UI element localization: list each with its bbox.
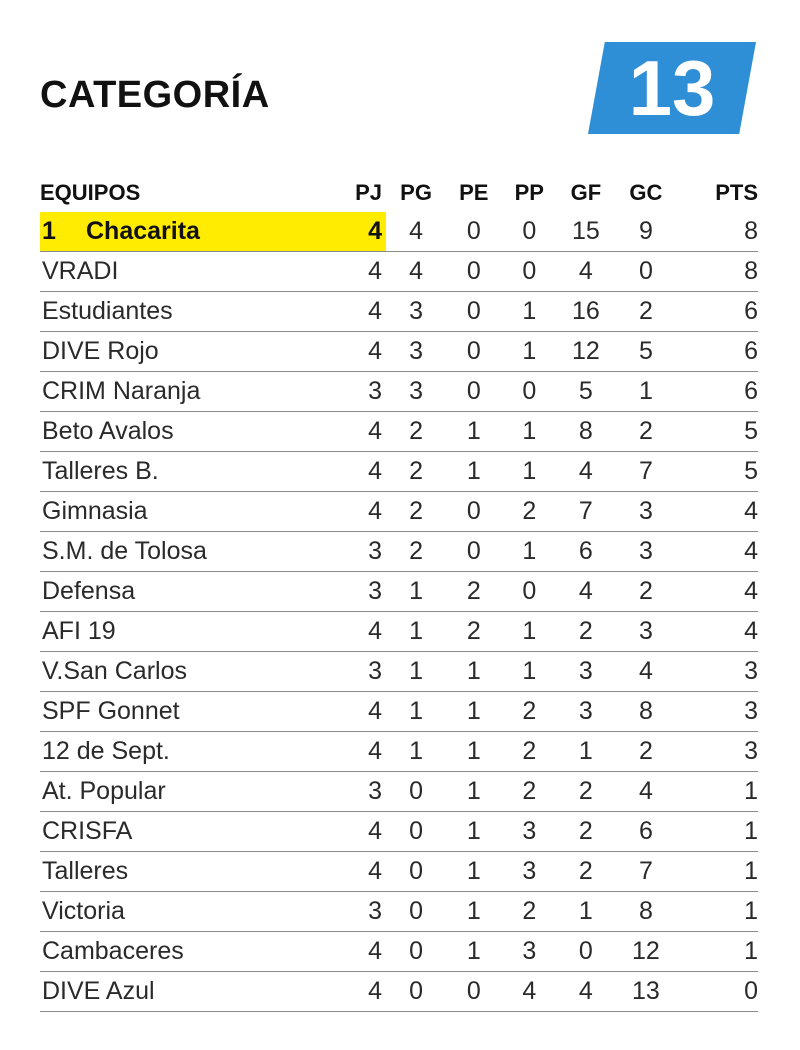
- cell-pj: 4: [352, 212, 386, 252]
- cell-pj: 3: [352, 772, 386, 812]
- table-row: [40, 212, 758, 252]
- team-cell: [40, 612, 352, 652]
- cell-gf: 4: [557, 252, 615, 292]
- cell-pj: 3: [352, 652, 386, 692]
- cell-pts: 4: [677, 572, 758, 612]
- cell-pp: 0: [502, 572, 557, 612]
- table-row: [40, 452, 758, 492]
- cell-gc: 8: [615, 892, 677, 932]
- cell-gf: 8: [557, 412, 615, 452]
- cell-gf: 3: [557, 652, 615, 692]
- cell-pts: 1: [677, 892, 758, 932]
- team-cell: [40, 572, 352, 612]
- cell-pj: 4: [352, 692, 386, 732]
- table-row: [40, 612, 758, 652]
- col-header-equipos: EQUIPOS: [40, 180, 141, 205]
- team-cell: [40, 652, 352, 692]
- cell-gf: 2: [557, 812, 615, 852]
- cell-pts: 1: [677, 932, 758, 972]
- table-row: [40, 812, 758, 852]
- cell-gf: 4: [557, 972, 615, 1012]
- cell-pg: 0: [386, 892, 446, 932]
- cell-pg: 2: [386, 532, 446, 572]
- table-row: [40, 732, 758, 772]
- cell-gf: 15: [557, 212, 615, 252]
- col-header-pg: PG: [400, 180, 432, 205]
- cell-pg: 1: [386, 572, 446, 612]
- table-row: [40, 412, 758, 452]
- col-header-pe: PE: [459, 180, 489, 205]
- cell-pg: 4: [386, 252, 446, 292]
- col-header-pts: PTS: [715, 180, 758, 205]
- standings-table: [40, 174, 758, 1012]
- table-row: [40, 892, 758, 932]
- cell-pts: 3: [677, 692, 758, 732]
- cell-gc: 3: [615, 492, 677, 532]
- cell-pj: 4: [352, 612, 386, 652]
- team-cell: [40, 532, 352, 572]
- team-cell: [40, 732, 352, 772]
- cell-pg: 3: [386, 332, 446, 372]
- cell-pj: 4: [352, 972, 386, 1012]
- cell-gc: 3: [615, 612, 677, 652]
- team-cell: [40, 292, 352, 332]
- team-cell: [40, 372, 352, 412]
- team-cell: [40, 332, 352, 372]
- cell-pj: 4: [352, 452, 386, 492]
- cell-pts: 1: [677, 812, 758, 852]
- cell-pts: 6: [677, 372, 758, 412]
- cell-pts: 6: [677, 332, 758, 372]
- team-name: Talleres: [42, 857, 129, 885]
- cell-pp: 1: [502, 532, 557, 572]
- cell-gf: 2: [557, 612, 615, 652]
- cell-pe: 0: [446, 292, 501, 332]
- team-name: Chacarita: [86, 217, 200, 245]
- team-cell: [40, 252, 352, 292]
- cell-pg: 1: [386, 732, 446, 772]
- cell-gc: 3: [615, 532, 677, 572]
- team-name: Estudiantes: [42, 297, 173, 325]
- cell-pp: 2: [502, 892, 557, 932]
- cell-pts: 3: [677, 732, 758, 772]
- cell-pe: 0: [446, 372, 501, 412]
- cell-gc: 9: [615, 212, 677, 252]
- cell-gc: 8: [615, 692, 677, 732]
- cell-pj: 3: [352, 532, 386, 572]
- cell-pj: 3: [352, 892, 386, 932]
- cell-pp: 1: [502, 452, 557, 492]
- cell-pts: 1: [677, 852, 758, 892]
- cell-gf: 12: [557, 332, 615, 372]
- cell-pts: 8: [677, 212, 758, 252]
- leader-rank: 1: [42, 217, 56, 245]
- cell-pp: 1: [502, 292, 557, 332]
- cell-gc: 6: [615, 812, 677, 852]
- col-header-gf: GF: [570, 180, 602, 205]
- team-cell: [40, 972, 352, 1012]
- cell-pg: 4: [386, 212, 446, 252]
- col-header-pp: PP: [514, 180, 544, 205]
- team-name: Beto Avalos: [42, 417, 174, 445]
- cell-gc: 2: [615, 732, 677, 772]
- cell-pg: 3: [386, 292, 446, 332]
- table-row: [40, 932, 758, 972]
- cell-pp: 3: [502, 932, 557, 972]
- cell-gc: 12: [615, 932, 677, 972]
- cell-gf: 2: [557, 852, 615, 892]
- cell-pp: 0: [502, 372, 557, 412]
- cell-pg: 0: [386, 932, 446, 972]
- cell-gf: 16: [557, 292, 615, 332]
- cell-pp: 2: [502, 492, 557, 532]
- cell-gc: 5: [615, 332, 677, 372]
- cell-gc: 4: [615, 772, 677, 812]
- cell-pp: 2: [502, 732, 557, 772]
- cell-gf: 4: [557, 452, 615, 492]
- cell-pe: 0: [446, 252, 501, 292]
- cell-pts: 5: [677, 452, 758, 492]
- cell-pj: 4: [352, 252, 386, 292]
- cell-pp: 1: [502, 612, 557, 652]
- cell-pp: 0: [502, 212, 557, 252]
- table-row: [40, 532, 758, 572]
- cell-pp: 0: [502, 252, 557, 292]
- cell-pts: 5: [677, 412, 758, 452]
- cell-gc: 7: [615, 452, 677, 492]
- team-cell: [40, 692, 352, 732]
- table-row: [40, 492, 758, 532]
- cell-pj: 4: [352, 292, 386, 332]
- cell-pj: 3: [352, 372, 386, 412]
- cell-gc: 13: [615, 972, 677, 1012]
- cell-gf: 2: [557, 772, 615, 812]
- table-row: [40, 972, 758, 1012]
- cell-pp: 3: [502, 852, 557, 892]
- cell-gf: 7: [557, 492, 615, 532]
- table-row: [40, 372, 758, 412]
- badge-number: 13: [628, 44, 716, 132]
- cell-gc: 1: [615, 372, 677, 412]
- cell-pg: 2: [386, 492, 446, 532]
- team-cell: [40, 772, 352, 812]
- cell-pp: 1: [502, 412, 557, 452]
- cell-pp: 2: [502, 772, 557, 812]
- cell-gf: 3: [557, 692, 615, 732]
- team-cell: [40, 212, 352, 252]
- cell-pts: 4: [677, 612, 758, 652]
- cell-pg: 0: [386, 852, 446, 892]
- cell-pe: 1: [446, 772, 501, 812]
- team-name: Defensa: [42, 577, 136, 605]
- cell-pp: 3: [502, 812, 557, 852]
- cell-pg: 0: [386, 772, 446, 812]
- table-row: [40, 252, 758, 292]
- cell-pts: 0: [677, 972, 758, 1012]
- team-name: CRISFA: [42, 817, 133, 845]
- team-cell: [40, 852, 352, 892]
- cell-pe: 1: [446, 852, 501, 892]
- cell-pg: 1: [386, 652, 446, 692]
- team-name: 12 de Sept.: [42, 737, 170, 765]
- cell-gc: 2: [615, 412, 677, 452]
- team-name: At. Popular: [42, 777, 166, 805]
- team-cell: [40, 492, 352, 532]
- team-name: Talleres B.: [42, 457, 159, 485]
- cell-pts: 4: [677, 492, 758, 532]
- col-header-pj: PJ: [355, 180, 382, 205]
- cell-gf: 5: [557, 372, 615, 412]
- cell-pj: 4: [352, 732, 386, 772]
- cell-gc: 2: [615, 292, 677, 332]
- team-name: S.M. de Tolosa: [42, 537, 207, 565]
- cell-pe: 1: [446, 812, 501, 852]
- table-row: [40, 292, 758, 332]
- cell-pe: 1: [446, 932, 501, 972]
- table-row: [40, 652, 758, 692]
- team-name: V.San Carlos: [42, 657, 187, 685]
- cell-gf: 6: [557, 532, 615, 572]
- page-title: CATEGORÍA: [40, 74, 270, 116]
- cell-pe: 1: [446, 412, 501, 452]
- team-cell: [40, 452, 352, 492]
- team-name: AFI 19: [42, 617, 116, 645]
- cell-pe: 0: [446, 492, 501, 532]
- cell-gc: 2: [615, 572, 677, 612]
- cell-gc: 0: [615, 252, 677, 292]
- table-header-row: [40, 174, 758, 212]
- category-badge: [588, 42, 756, 134]
- cell-pg: 2: [386, 452, 446, 492]
- cell-gf: 4: [557, 572, 615, 612]
- cell-pg: 0: [386, 972, 446, 1012]
- cell-pp: 1: [502, 332, 557, 372]
- team-name: Victoria: [42, 897, 125, 925]
- team-name: DIVE Azul: [42, 977, 155, 1005]
- cell-pg: 0: [386, 812, 446, 852]
- cell-pj: 3: [352, 572, 386, 612]
- cell-pts: 1: [677, 772, 758, 812]
- cell-pj: 4: [352, 412, 386, 452]
- cell-pj: 4: [352, 932, 386, 972]
- cell-pg: 2: [386, 412, 446, 452]
- team-name: VRADI: [42, 257, 119, 285]
- cell-pj: 4: [352, 332, 386, 372]
- cell-pe: 0: [446, 212, 501, 252]
- cell-gc: 7: [615, 852, 677, 892]
- team-cell: [40, 932, 352, 972]
- table-row: [40, 772, 758, 812]
- team-cell: [40, 892, 352, 932]
- table-row: [40, 692, 758, 732]
- team-cell: [40, 812, 352, 852]
- col-header-gc: GC: [629, 180, 663, 205]
- cell-pj: 4: [352, 852, 386, 892]
- team-name: Gimnasia: [42, 497, 148, 525]
- cell-pts: 4: [677, 532, 758, 572]
- cell-pe: 1: [446, 452, 501, 492]
- cell-pe: 2: [446, 572, 501, 612]
- cell-pp: 4: [502, 972, 557, 1012]
- team-name: SPF Gonnet: [42, 697, 180, 725]
- table-row: [40, 852, 758, 892]
- cell-pg: 3: [386, 372, 446, 412]
- table-row: [40, 332, 758, 372]
- cell-pj: 4: [352, 812, 386, 852]
- cell-pe: 1: [446, 732, 501, 772]
- cell-pg: 1: [386, 612, 446, 652]
- cell-gf: 1: [557, 732, 615, 772]
- table-row: [40, 572, 758, 612]
- cell-pp: 1: [502, 652, 557, 692]
- team-cell: [40, 412, 352, 452]
- cell-pts: 3: [677, 652, 758, 692]
- cell-gf: 0: [557, 932, 615, 972]
- cell-pe: 0: [446, 532, 501, 572]
- team-name: CRIM Naranja: [42, 377, 201, 405]
- cell-pp: 2: [502, 692, 557, 732]
- cell-pg: 1: [386, 692, 446, 732]
- cell-gc: 4: [615, 652, 677, 692]
- cell-pe: 1: [446, 692, 501, 732]
- cell-pe: 1: [446, 892, 501, 932]
- cell-pts: 8: [677, 252, 758, 292]
- cell-pe: 1: [446, 652, 501, 692]
- cell-pj: 4: [352, 492, 386, 532]
- cell-pts: 6: [677, 292, 758, 332]
- cell-gf: 1: [557, 892, 615, 932]
- cell-pe: 0: [446, 332, 501, 372]
- cell-pe: 2: [446, 612, 501, 652]
- team-name: DIVE Rojo: [42, 337, 159, 365]
- cell-pe: 0: [446, 972, 501, 1012]
- team-name: Cambaceres: [42, 937, 184, 965]
